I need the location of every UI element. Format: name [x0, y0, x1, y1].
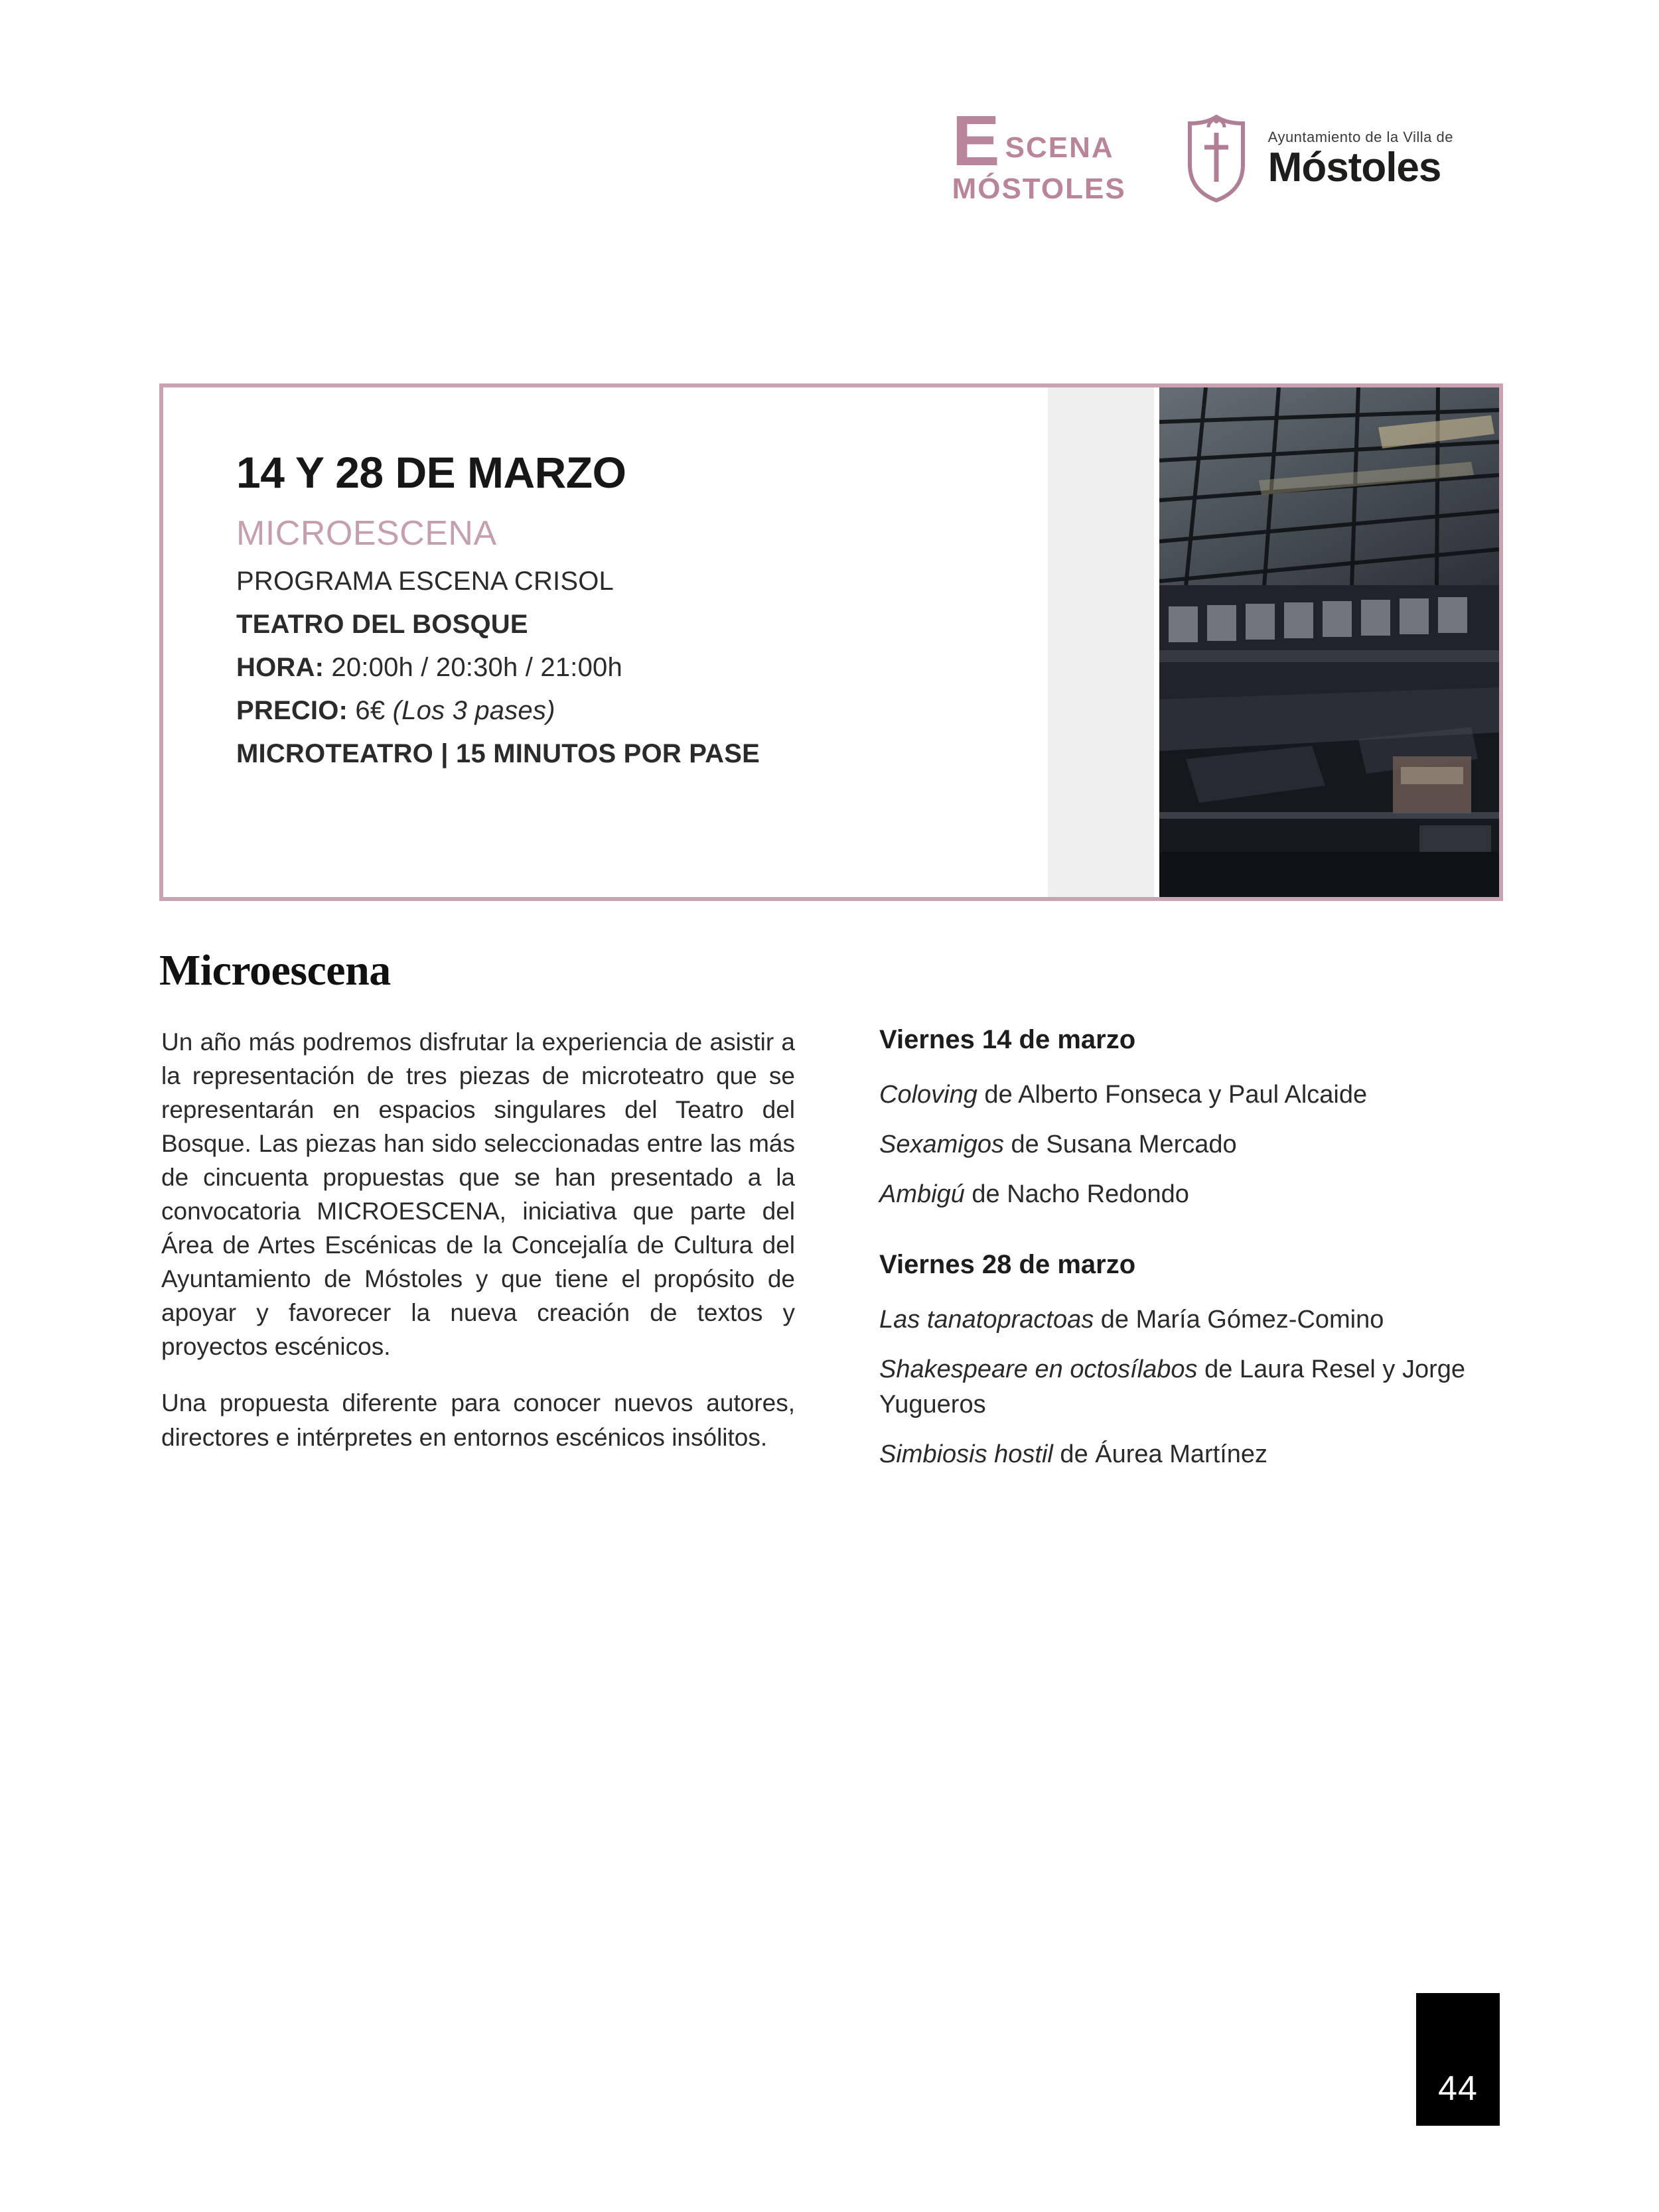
- page-number: 44: [1416, 1993, 1500, 2126]
- show-title: Las tanatopractoas: [879, 1305, 1094, 1334]
- description-column: [161, 1025, 795, 1477]
- show-title: Sexamigos: [879, 1131, 1004, 1159]
- schedule-show-item: [879, 1437, 1516, 1472]
- event-date: 14 Y 28 DE MARZO: [236, 448, 626, 497]
- show-credits: de Susana Mercado: [1003, 1131, 1237, 1159]
- ayuntamiento-logo-title: Móstoles: [1267, 145, 1441, 190]
- ayuntamiento-logo-text: [1268, 129, 1453, 188]
- header-logos: [952, 100, 1453, 206]
- ayuntamiento-logo-subtitle: Ayuntamiento de la Villa de: [1267, 129, 1453, 145]
- event-price-label: PRECIO:: [236, 696, 348, 725]
- show-credits: de María Gómez-Comino: [1094, 1305, 1384, 1334]
- show-credits: de Nacho Redondo: [964, 1180, 1189, 1209]
- coat-of-arms-shield-icon: [1179, 113, 1254, 204]
- schedule-show-item: [879, 1077, 1516, 1113]
- event-card: [159, 383, 1503, 901]
- event-time-value: 20:00h / 20:30h / 21:00h: [331, 653, 622, 682]
- event-format: MICROTEATRO | 15 MINUTOS POR PASE: [236, 739, 760, 768]
- event-price-note: (Los 3 pases): [392, 696, 555, 725]
- event-program-name: MICROESCENA: [236, 514, 497, 553]
- escena-logo-city: MÓSTOLES: [952, 173, 1126, 206]
- schedule-column: [879, 1025, 1516, 1487]
- show-title: Coloving: [879, 1081, 977, 1109]
- show-title: Simbiosis hostil: [879, 1440, 1053, 1469]
- show-credits: de Áurea Martínez: [1052, 1440, 1268, 1469]
- event-time-label: HORA:: [236, 653, 325, 682]
- escena-logo-word: SCENA: [1005, 131, 1114, 165]
- schedule-show-item: [879, 1127, 1516, 1162]
- show-credits: de Alberto Fonseca y Paul Alcaide: [977, 1081, 1368, 1109]
- schedule-show-item: [879, 1302, 1516, 1338]
- event-program-line: PROGRAMA ESCENA CRISOL: [236, 567, 614, 596]
- event-photo: [1159, 387, 1499, 897]
- ayuntamiento-mostoles-logo: [1179, 113, 1453, 204]
- show-credits: de Laura Resel y Jorge Yugueros: [879, 1355, 1465, 1418]
- description-paragraph-2: Una propuesta diferente para conocer nuevos autores, directores e intérpretes en entornos escénicos insólitos.: [161, 1389, 795, 1451]
- event-card-gray-panel: [1048, 387, 1154, 897]
- escena-mostoles-logo: [952, 100, 1126, 206]
- description-paragraph-1: Un año más podremos disfrutar la experiencia de asistir a la representación de tres piezas de microteatro que se representarán en espacios singulares del Teatro del Bosque. Las piezas han sido seleccionadas entre las más de cincuenta propuestas que se han presentado a la convocatoria MICROESCENA, iniciativa que parte del Área de Artes Escénicas de la Concejalía de Cultura del Ayuntamiento de Móstoles y que tiene el propósito de apoyar y favorecer la nueva creación de textos y proyectos escénicos.: [161, 1028, 795, 1361]
- show-title: Shakespeare en octosílabos: [879, 1355, 1198, 1383]
- schedule-show-item: [879, 1352, 1516, 1422]
- show-title: Ambigú: [879, 1180, 965, 1209]
- schedule-day-heading-2: Viernes 28 de marzo: [879, 1249, 1136, 1279]
- event-price-value: 6€: [355, 696, 386, 725]
- schedule-show-item: [879, 1177, 1516, 1212]
- escena-logo-top: [952, 100, 1114, 180]
- schedule-day-heading-1: Viernes 14 de marzo: [879, 1025, 1136, 1054]
- page-title: Microescena: [159, 946, 391, 995]
- event-venue: TEATRO DEL BOSQUE: [236, 610, 528, 639]
- escena-logo-letter-icon: E: [952, 100, 999, 180]
